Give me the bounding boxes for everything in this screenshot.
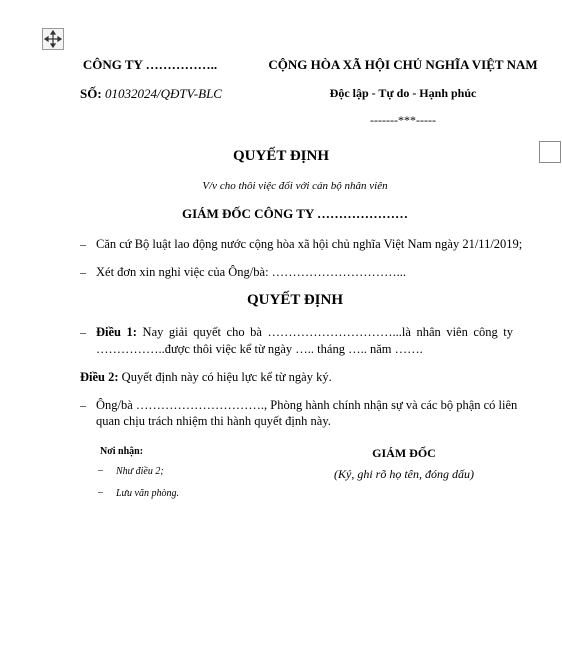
- document-title: QUYẾT ĐỊNH: [233, 148, 329, 164]
- company-name: CÔNG TY ……………..: [82, 57, 218, 72]
- bullet-icon: –: [80, 265, 86, 279]
- decision-title: QUYẾT ĐỊNH: [247, 292, 343, 308]
- authority-heading: GIÁM ĐỐC CÔNG TY …………………: [181, 206, 409, 221]
- number-label: SỐ:: [80, 86, 102, 101]
- article-1-line-1: [96, 324, 513, 341]
- article-1-line-2: ……………..được thôi việc kể từ ngày ….. tháng ….. năm …….: [96, 342, 423, 356]
- bullet-icon: –: [80, 325, 86, 339]
- separator: -------***-----: [370, 113, 436, 127]
- article-1-text: Nay giải quyết cho bà …………………………...là nhân viên công ty: [142, 325, 513, 339]
- document-number: [56, 86, 246, 102]
- motto: Độc lập - Tự do - Hạnh phúc: [329, 86, 477, 100]
- recipient-item: Lưu văn phòng.: [116, 488, 179, 499]
- article-2-text: Quyết định này có hiệu lực kể từ ngày ký.: [121, 370, 332, 384]
- table-move-handle-icon[interactable]: [42, 28, 64, 50]
- article-3-line-1: Ông/bà …………………………., Phòng hành chính nhận sự và các bộ phận có liên: [96, 398, 518, 412]
- nation-heading: CỘNG HÒA XÃ HỘI CHỦ NGHĨA VIỆT NAM: [268, 57, 538, 72]
- article-1-label: Điều 1:: [96, 325, 137, 339]
- ground-law: Căn cứ Bộ luật lao động nước cộng hòa xã hội chủ nghĩa Việt Nam ngày 21/11/2019;: [96, 237, 523, 251]
- recipients-label: Nơi nhận:: [100, 446, 144, 457]
- bullet-icon: –: [80, 398, 86, 412]
- article-3-line-2: quan chịu trách nhiệm thi hành quyết định này.: [96, 414, 331, 428]
- number-value: 01032024/QĐTV-BLC: [104, 86, 222, 101]
- bullet-icon: –: [98, 465, 103, 476]
- article-2: [80, 369, 520, 386]
- ground-application: Xét đơn xin nghỉ việc của Ông/bà: …………………………...: [96, 265, 407, 279]
- signer-title: GIÁM ĐỐC: [372, 446, 436, 460]
- recipient-item: Như điều 2;: [116, 466, 164, 477]
- article-2-label: Điều 2:: [80, 370, 119, 384]
- bullet-icon: –: [98, 487, 103, 498]
- signer-note: (Ký, ghi rõ họ tên, đóng dấu): [334, 467, 474, 481]
- document-subject: V/v cho thôi việc đối với cán bộ nhân viên: [202, 180, 388, 192]
- bullet-icon: –: [80, 237, 86, 251]
